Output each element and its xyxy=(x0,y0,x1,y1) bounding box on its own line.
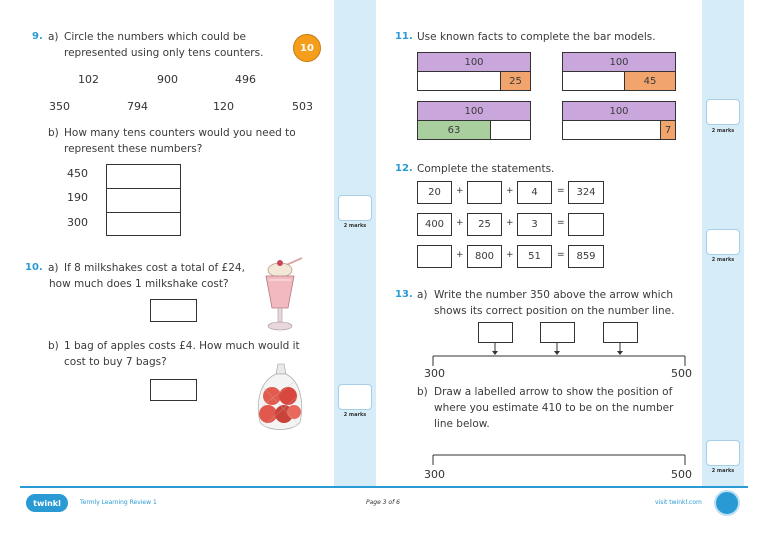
table-label-190: 190 xyxy=(67,191,88,204)
bar-model-3-part: 63 xyxy=(417,120,491,140)
marks-label-q10: 2 marks xyxy=(343,412,367,418)
statement-1-plus-2: + xyxy=(506,186,514,196)
q9a-text-line1: Circle the numbers which could be xyxy=(64,31,247,43)
q9b-text-line1: How many tens counters would you need to xyxy=(64,127,296,139)
statement-3-total: 859 xyxy=(568,245,604,268)
marks-label-q12: 2 marks xyxy=(711,257,735,263)
answer-box-milkshake[interactable] xyxy=(150,299,197,322)
number-794[interactable]: 794 xyxy=(127,100,148,113)
q13b-text-line2: where you estimate 410 to be on the number xyxy=(434,402,674,414)
number-350[interactable]: 350 xyxy=(49,100,70,113)
q10b-label: b) xyxy=(48,340,59,352)
bar-model-1-missing[interactable] xyxy=(417,71,501,91)
q13b-text-line1: Draw a labelled arrow to show the position of xyxy=(434,386,673,398)
statement-3-addend-3: 51 xyxy=(517,245,552,268)
answer-box-apples[interactable] xyxy=(150,379,197,401)
q9a-label: a) xyxy=(48,31,59,43)
q13a-label: a) xyxy=(417,289,428,301)
number-line-1-start: 300 xyxy=(424,367,445,380)
bar-model-1-whole: 100 xyxy=(417,52,531,72)
marks-label-q11: 2 marks xyxy=(711,128,735,134)
answer-box-190[interactable] xyxy=(106,188,181,213)
q9b-label: b) xyxy=(48,127,59,139)
number-496[interactable]: 496 xyxy=(235,73,256,86)
bar-model-4-part: 7 xyxy=(660,120,676,140)
q10a-label: a) xyxy=(48,262,59,274)
twinkl-logo xyxy=(26,494,68,512)
number-900[interactable]: 900 xyxy=(157,73,178,86)
bar-model-4-whole: 100 xyxy=(562,101,676,121)
marks-box-q9[interactable] xyxy=(338,195,372,221)
statement-1-total: 324 xyxy=(568,181,604,204)
q12-text: Complete the statements. xyxy=(417,163,555,175)
marks-label-q9: 2 marks xyxy=(343,223,367,229)
bar-model-2-whole: 100 xyxy=(562,52,676,72)
number-line-1 xyxy=(428,342,690,368)
bar-model-4-missing[interactable] xyxy=(562,120,661,140)
question-number-12: 12. xyxy=(395,163,413,174)
statement-2-total-input[interactable] xyxy=(568,213,604,236)
marks-box-q13[interactable] xyxy=(706,440,740,466)
statement-2-plus-2: + xyxy=(506,218,514,228)
bag-of-apples-illustration-icon xyxy=(254,362,306,434)
bar-model-3-whole: 100 xyxy=(417,101,531,121)
bar-model-2-missing[interactable] xyxy=(562,71,625,91)
statement-3-addend-1-input[interactable] xyxy=(417,245,452,268)
statement-2-plus-1: + xyxy=(456,218,464,228)
statement-1-addend-3: 4 xyxy=(517,181,552,204)
statement-2-equals: = xyxy=(557,218,565,228)
q9b-text-line2: represent these numbers? xyxy=(64,143,203,155)
q11-text: Use known facts to complete the bar models. xyxy=(417,31,656,43)
number-line-2[interactable] xyxy=(428,452,690,466)
q9a-text-line2: represented using only tens counters. xyxy=(64,47,264,59)
statement-3-plus-1: + xyxy=(456,250,464,260)
q13a-text-line1: Write the number 350 above the arrow which xyxy=(434,289,674,301)
table-label-450: 450 xyxy=(67,167,88,180)
bar-model-2-part: 45 xyxy=(624,71,676,91)
bar-model-1-part: 25 xyxy=(500,71,531,91)
question-number-10: 10. xyxy=(25,262,43,273)
statement-2-addend-3: 3 xyxy=(517,213,552,236)
statement-3-addend-2: 800 xyxy=(467,245,502,268)
number-120[interactable]: 120 xyxy=(213,100,234,113)
answer-box-450[interactable] xyxy=(106,164,181,189)
milkshake-illustration-icon xyxy=(258,256,308,334)
marks-badge xyxy=(293,34,321,62)
q10b-text-line2: cost to buy 7 bags? xyxy=(64,356,167,368)
marks-label-q13: 2 marks xyxy=(711,468,735,474)
answer-box-300[interactable] xyxy=(106,212,181,236)
number-line-1-end: 500 xyxy=(671,367,692,380)
statement-3-equals: = xyxy=(557,250,565,260)
footer-title: Termly Learning Review 1 xyxy=(80,499,157,506)
arrow-label-box-2[interactable] xyxy=(540,322,575,343)
q10b-text-line1: 1 bag of apples costs £4. How much would it xyxy=(64,340,300,352)
statement-3-plus-2: + xyxy=(506,250,514,260)
statement-1-equals: = xyxy=(557,186,565,196)
table-label-300: 300 xyxy=(67,216,88,229)
question-number-13: 13. xyxy=(395,289,413,300)
statement-2-addend-1: 400 xyxy=(417,213,452,236)
statement-1-addend-1: 20 xyxy=(417,181,452,204)
statement-1-plus-1: + xyxy=(456,186,464,196)
marks-box-q10[interactable] xyxy=(338,384,372,410)
statement-1-addend-2-input[interactable] xyxy=(467,181,502,204)
footer-page-number: Page 3 of 6 xyxy=(366,499,400,506)
q13b-text-line3: line below. xyxy=(434,418,490,430)
marks-badge-value: 10 xyxy=(300,42,314,54)
marks-box-q11[interactable] xyxy=(706,99,740,125)
q10a-text-line2: how much does 1 milkshake cost? xyxy=(49,278,229,290)
footer-site-link[interactable]: visit twinkl.com xyxy=(655,499,702,506)
bar-model-3-missing[interactable] xyxy=(490,120,531,140)
footer-divider xyxy=(20,486,748,488)
quality-badge-icon xyxy=(714,490,740,516)
arrow-label-box-1[interactable] xyxy=(478,322,513,343)
q10a-text-line1: If 8 milkshakes cost a total of £24, xyxy=(64,262,245,274)
marks-box-q12[interactable] xyxy=(706,229,740,255)
twinkl-logo-text: twinkl xyxy=(33,498,61,508)
question-number-9: 9. xyxy=(32,31,43,42)
q13a-text-line2: shows its correct position on the number line. xyxy=(434,305,675,317)
number-102[interactable]: 102 xyxy=(78,73,99,86)
number-line-2-end: 500 xyxy=(671,468,692,481)
q13b-label: b) xyxy=(417,386,428,398)
number-line-2-start: 300 xyxy=(424,468,445,481)
number-503[interactable]: 503 xyxy=(292,100,313,113)
arrow-label-box-3[interactable] xyxy=(603,322,638,343)
statement-2-addend-2: 25 xyxy=(467,213,502,236)
question-number-11: 11. xyxy=(395,31,413,42)
